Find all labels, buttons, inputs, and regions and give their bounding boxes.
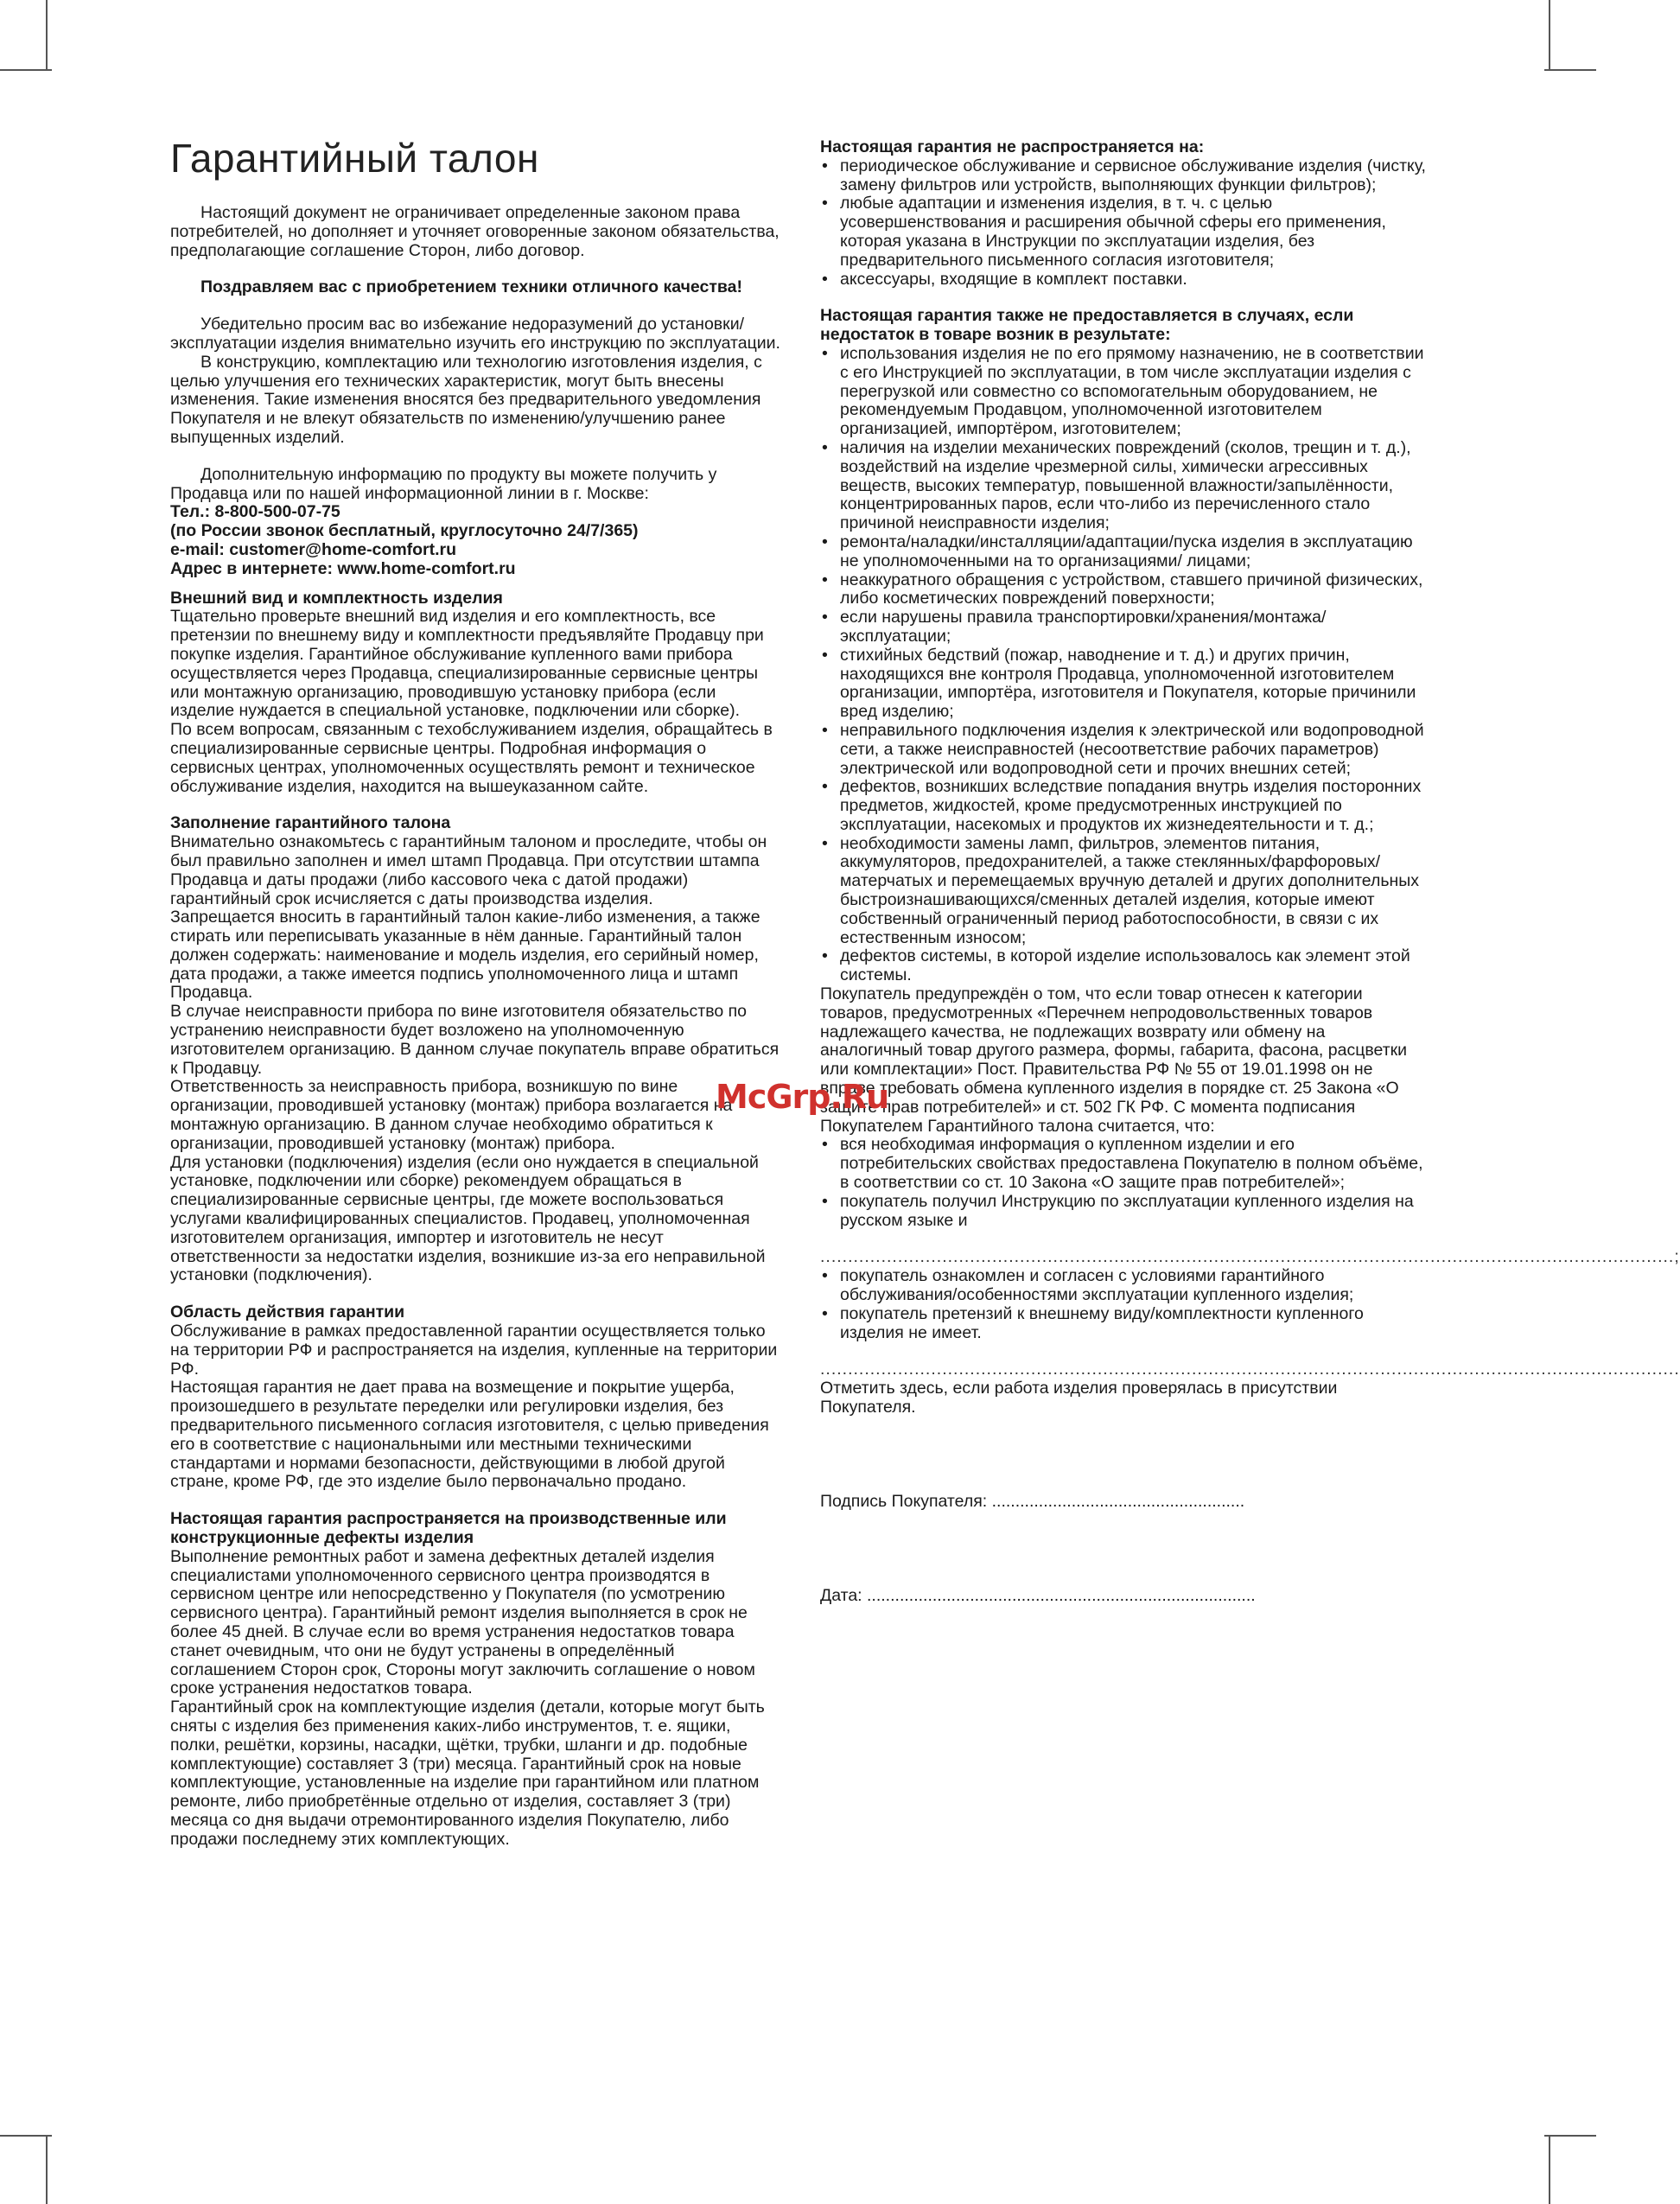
congrats-text: Поздравляем вас с приобретением техники отличного качества!: [200, 277, 742, 297]
check-mark-field[interactable]: ...........................................................................................................................................................: [820, 1360, 1680, 1379]
filling-paragraph-1: Внимательно ознакомьтесь с гарантийным талоном и проследите, чтобы он был правильно заполнен и имел штамп Продавца. При отсутствии штампа Продавца и даты продажи (либо кассового чека с датой продажи) гарантийный срок исчисляется с даты производства изделия.: [170, 832, 767, 908]
list-item: • использования изделия не по его прямому назначению, не в соответствии с его Инструкцией по эксплуатации, в том числе эксплуатации изделия с перегрузкой или совместно со вспомогательным оборудованием, не рекомендуемым Продавцом, уполномоченной изготовителем организацией, импортёром, изготовителем;: [820, 345, 1429, 439]
list-item: • необходимости замены ламп, фильтров, элементов питания, аккумуляторов, предохранителей, а также стеклянных/фарфоровых/матерчатых и перемещаемых вручную деталей и других дополнительных быстроизнашивающихся/сменных деталей изделия, которые имеют собственный ограниченный период работоспособности, в связи с их естественным износом;: [820, 835, 1429, 948]
section-heading-not-provided: Настоящая гарантия также не предоставляется в случаях, если недостаток в товаре возник в результате:: [820, 306, 1354, 345]
paragraph-changes: В конструкцию, комплектацию или технологию изготовления изделия, с целью улучшения его технических характеристик, могут быть внесены изменения. Такие изменения вносятся без предварительного уведомления Покупателя и не влекут обязательств по изменению/улучшению ранее выпущенных изделий.: [170, 352, 762, 447]
buyer-confirm-list-2: [820, 1267, 1429, 1342]
paragraph-instructions: Убедительно просим вас во избежание недоразумений до установки/эксплуатации изделия внимательно изучить его инструкцию по эксплуатации.: [170, 315, 780, 353]
section-heading-not-covered: Настоящая гарантия не распространяется на:: [820, 137, 1205, 156]
appearance-paragraph-1: Тщательно проверьте внешний вид изделия и его комплектность, все претензии по внешнему виду и комплектности предъявляйте Продавцу при покупке изделия. Гарантийное обслуживание купленного вами прибора осуществляется через Продавца, специализированные сервисные центры или монтажную организацию, проводившую установку прибора (если изделие нуждается в специальной установке, подключении или сборке).: [170, 607, 764, 721]
scope-paragraph-2: Настоящая гарантия не дает права на возмещение и покрытие ущерба, произошедшего в результате переделки или регулировки изделия, без предварительного письменного согласия изготовителя, с целью приведения его в соответствие с национальными или местными техническими стандартами и нормами безопасности, действующими в любой другой стране, кроме РФ, где это изделие было первоначально продано.: [170, 1378, 769, 1492]
list-item: • ремонта/наладки/инсталляции/адаптации/пуска изделия в эксплуатацию не уполномоченными на то организациями/ лицами;: [820, 533, 1429, 571]
crop-mark-bottom-left-h: [0, 2135, 52, 2137]
list-item: • неаккуратного обращения с устройством, ставшего причиной физических, либо косметических повреждений поверхности;: [820, 571, 1429, 609]
appearance-paragraph-2: По всем вопросам, связанным с техобслуживанием изделия, обращайтесь в специализированные сервисные центры. Подробная информация о сервисных центрах, уполномоченных осуществлять ремонт и техническое обслуживание изделия, находится на вышеуказанном сайте.: [170, 720, 773, 796]
date-field[interactable]: Дата: ...................................................................................: [820, 1585, 1256, 1605]
list-item: • если нарушены правила транспортировки/хранения/монтажа/эксплуатации;: [820, 608, 1429, 647]
list-item: • покупатель ознакомлен и согласен с условиями гарантийного обслуживания/особенностями эксплуатации купленного изделия;: [820, 1267, 1429, 1305]
page-title: Гарантийный талон: [170, 136, 539, 181]
watermark-logo: McGrp.Ru: [716, 1078, 889, 1116]
buyer-notice-paragraph: Покупатель предупреждён о том, что если товар отнесен к категории товаров, предусмотренных «Перечнем непродовольственных товаров надлежащего качества, не подлежащих возврату или обмену на аналогичный товар другого размера, формы, габарита, фасона, расцветки или комплектации» Пост. Правительства РФ № 55 от 19.01.1998 он не вправе требовать обмена купленного изделия в порядке ст. 25 Закона «О защите прав потребителей» и ст. 502 ГК РФ. С момента подписания Покупателем Гарантийного талона считается, что:: [820, 984, 1408, 1136]
crop-mark-top-left-h: [0, 69, 52, 71]
list-item: • периодическое обслуживание и сервисное обслуживание изделия (чистку, замену фильтров или устройств, выполняющих функции фильтров);: [820, 157, 1429, 195]
scope-paragraph-1: Обслуживание в рамках предоставленной гарантии осуществляется только на территории РФ и распространяется на изделия, купленные на территории РФ.: [170, 1322, 778, 1379]
crop-mark-top-left-v: [46, 0, 48, 71]
list-item: • покупатель претензий к внешнему виду/комплектности купленного изделия не имеет.: [820, 1305, 1429, 1343]
list-item: • неправильного подключения изделия к электрической или водопроводной сети, а также неисправностей (несоответствие рабочих параметров) электрической или водопроводной сети и прочих внешних сетей;: [820, 722, 1429, 778]
crop-mark-top-right-v: [1549, 0, 1550, 71]
crop-mark-top-right-h: [1544, 69, 1596, 71]
list-item: • наличия на изделии механических повреждений (сколов, трещин и т. д.), воздействий на изделие чрезмерной силы, химически агрессивных веществ, высоких температур, повышенной влажности/запылённости, концентрированных паров, если что-либо из перечисленного стало причиной неисправности изделия;: [820, 439, 1429, 533]
not-covered-list: [820, 157, 1429, 290]
filling-paragraph-4: Ответственность за неисправность прибора, возникшую по вине организации, проводившей установку (монтаж) прибора возлагается на монтажную организацию. В данном случае необходимо обратиться к организации, проводившей установку (монтаж) прибора.: [170, 1077, 733, 1153]
left-column: [170, 138, 782, 1850]
contact-website[interactable]: Адрес в интернете: www.home-comfort.ru: [170, 558, 516, 578]
paragraph-info-line: Дополнительную информацию по продукту вы можете получить у Продавца или по нашей информационной линии в г. Москве:: [170, 464, 717, 503]
defects-paragraph-1: Выполнение ремонтных работ и замена дефектных деталей изделия специалистами уполномоченного сервисного центра производятся в сервисном центре или непосредственно у Покупателя (по усмотрению сервисного центра). Гарантийный ремонт изделия выполняется в срок не более 45 дней. В случае если во время устранения недостатков товара станет очевидным, что они не будут устранены в определённый соглашением Сторон срок, Стороны могут заключить соглашение о новом сроке устранения недостатков товара.: [170, 1546, 755, 1698]
contact-phone-note: (по России звонок бесплатный, круглосуточно 24/7/365): [170, 521, 639, 541]
check-note: Отметить здесь, если работа изделия проверялась в присутствии Покупателя.: [820, 1379, 1338, 1417]
section-heading-defects: Настоящая гарантия распространяется на производственные или конструкционные дефекты изделия: [170, 1509, 727, 1547]
list-item: • стихийных бедствий (пожар, наводнение и т. д.) и других причин, находящихся вне контроля Продавца, уполномоченной изготовителем организации, импортёра, изготовителя и Покупателя, которые причинили вред изделию;: [820, 647, 1429, 722]
buyer-confirm-list: [820, 1136, 1429, 1230]
list-item: • вся необходимая информация о купленном изделии и его потребительских свойствах предоставлена Покупателю в полном объёме, в соответствии со ст. 10 Закона «О защите прав потребителей»;: [820, 1136, 1429, 1192]
buyer-signature-field[interactable]: Подпись Покупателя: ......................................................: [820, 1491, 1245, 1511]
filling-paragraph-3: В случае неисправности прибора по вине изготовителя обязательство по устранению неисправности будет возложено на уполномоченную изготовителем организацию. В данном случае покупатель вправе обратиться к Продавцу.: [170, 1002, 780, 1078]
not-provided-list: [820, 345, 1429, 985]
contact-phone: Тел.: 8-800-500-07-75: [170, 502, 340, 522]
right-column: [820, 137, 1680, 1605]
crop-mark-bottom-right-v: [1549, 2135, 1550, 2204]
section-heading-appearance: Внешний вид и комплектность изделия: [170, 588, 503, 608]
instruction-language-field[interactable]: ..........................................................................................................................................................;: [820, 1247, 1680, 1267]
crop-mark-bottom-right-h: [1544, 2135, 1596, 2137]
section-heading-filling: Заполнение гарантийного талона: [170, 813, 451, 833]
filling-paragraph-2: Запрещается вносить в гарантийный талон какие-либо изменения, а также стирать или переписывать указанные в нём данные. Гарантийный талон должен содержать: наименование и модель изделия, его серийный номер, дата продажи, а также имеется подпись уполномоченного лица и штамп Продавца.: [170, 908, 760, 1003]
list-item: • покупатель получил Инструкцию по эксплуатации купленного изделия на русском языке и: [820, 1193, 1429, 1231]
defects-paragraph-2: Гарантийный срок на комплектующие изделия (детали, которые могут быть сняты с изделия без применения каких-либо инструментов, т. е. ящики, полки, решётки, корзины, насадки, щётки, трубки, шланги и др. подобные комплектующие) составляет 3 (три) месяца. Гарантийный срок на новые комплектующие, установленные на изделие при гарантийном или платном ремонте, либо приобретённые отдельно от изделия, составляет 3 (три) месяца со дня выдачи отремонтированного изделия Покупателю, либо продажи последнему этих комплектующих.: [170, 1698, 765, 1849]
contact-email[interactable]: e-mail: customer@home-comfort.ru: [170, 539, 457, 559]
filling-paragraph-5: Для установки (подключения) изделия (если оно нуждается в специальной установке, подключении или сборке) рекомендуем обращаться в специализированные сервисные центры, где можете воспользоваться услугами квалифицированных специалистов. Продавец, уполномоченная изготовителем организация, импортер и изготовитель не несут ответственности за недостатки изделия, возникшие из-за его неправильной установки (подключения).: [170, 1152, 766, 1285]
crop-mark-bottom-left-v: [46, 2135, 48, 2204]
list-item: • дефектов системы, в которой изделие использовалось как элемент этой системы.: [820, 947, 1429, 985]
list-item: • любые адаптации и изменения изделия, в т. ч. с целью усовершенствования и расширения обычной сферы его применения, которая указана в Инструкции по эксплуатации изделия, без предварительного письменного согласия изготовителя;: [820, 194, 1429, 270]
list-item: • аксессуары, входящие в комплект поставки.: [820, 271, 1429, 290]
section-heading-scope: Область действия гарантии: [170, 1303, 405, 1322]
intro-paragraph: Настоящий документ не ограничивает определенные законом права потребителей, но дополняет и уточняет оговоренные законом обязательства, предполагающие соглашение Сторон, либо договор.: [170, 203, 780, 260]
list-item: • дефектов, возникших вследствие попадания внутрь изделия посторонних предметов, жидкостей, кроме предусмотренных инструкцией по эксплуатации, насекомых и продуктов их жизнедеятельности и т. д.;: [820, 778, 1429, 834]
